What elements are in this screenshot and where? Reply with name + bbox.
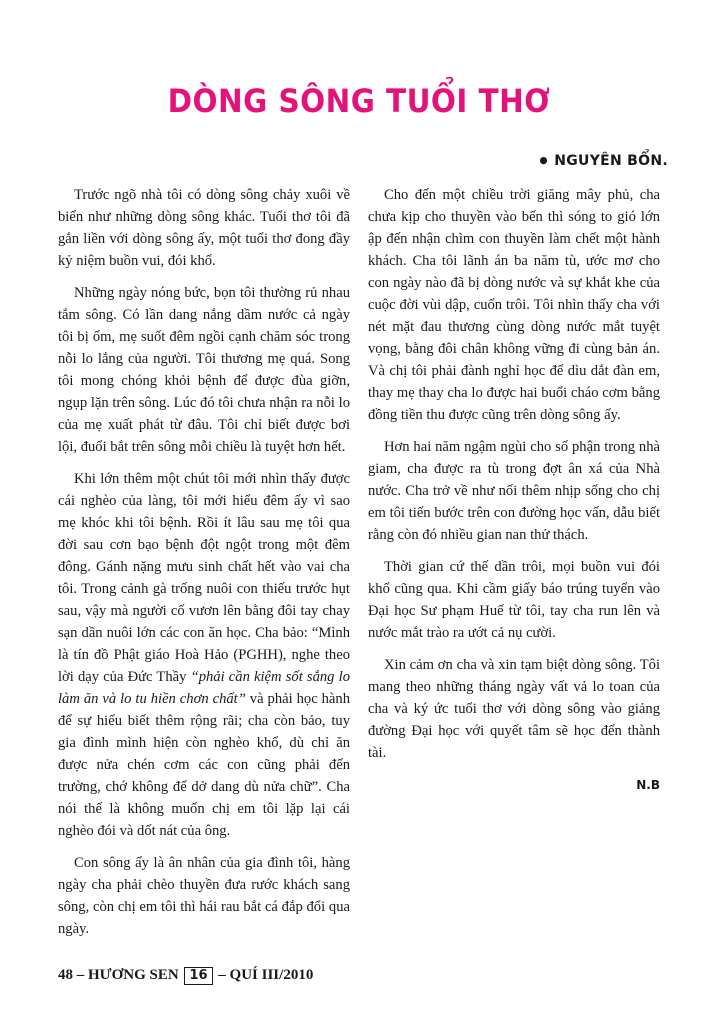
bullet-icon: • [537, 149, 551, 173]
left-column [58, 184, 350, 950]
paragraph: Khi lớn thêm một chút tôi mới nhìn thấy được cái nghèo của làng, tôi mới hiểu đêm ấy vì sao mẹ khóc khi tôi bệnh. Rồi ít lâu sau mẹ tôi qua đời sau cơn bạo bệnh đột ngột trong một đêm đông. Gánh nặng mưu sinh chất hết vào vai cha tôi. Trong cảnh gà trống nuôi con thiếu trước hụt sau, vậy mà người cố vươn lên bằng đôi tay chay sạn dần nuôi lớn các con ăn học. Cha bảo: “Mình là tín đồ Phật giáo Hoà Hảo (PGHH), nghe theo lời dạy của Đức Thầy “phải cần kiệm sốt sắng lo làm ăn và lo tu hiền chơn chất” và phải học hành để sự hiểu biết thêm rộng rãi; cha còn bảo, tuy gia đình mình hiện còn nghèo khổ, dù chỉ ăn được nửa chén cơm các con cũng phải đến trường, chớ không để dở dang dù nửa chữ”. Cha nói thế là không muốn chị em tôi lặp lại cái nghèo đói và dốt nát của ông. [58, 471, 351, 839]
paragraph: Những ngày nóng bức, bọn tôi thường rủ nhau tắm sông. Có lần dang nắng dầm nước cả ngày tôi bị ốm, mẹ suốt đêm ngồi cạnh chăm sóc trong nỗi lo lắng của người. Tôi thương mẹ quá. Song tôi mong chóng khỏi bệnh để được đùa giỡn, ngụp lặn trên sông. Lúc đó tôi chưa nhận ra nỗi lo của mẹ xuất phát từ đâu. Tôi chỉ biết được bơi lội, đuổi bắt trên sông mỗi chiều là tuyệt hơn hết. [58, 285, 350, 455]
paragraph: Trước ngõ nhà tôi có dòng sông chảy xuôi về biển như những dòng sông khác. Tuổi thơ tôi đã gắn liền với dòng sông ấy, một tuổi thơ đong đầy kỷ niệm buồn vui, đói khổ. [58, 187, 350, 269]
author-name: NGUYÊN BỔN. [554, 153, 668, 169]
paragraph: Cho đến một chiều trời giăng mây phủ, cha chưa kịp cho thuyền vào bến thì sóng to gió lớn ập đến nhận chìm con thuyền làm chết một hành khách. Cha tôi lãnh án ba năm tù, ước mơ cho con ngày nào đã bị dòng nước và sự khắt khe của cuộc đời vùi dập, cuốn trôi. Tôi nhìn thấy cha với nét mặt đau thương cùng dòng nước mắt tuyệt vọng, bằng đôi chân không vững đi cùng bản án. Và chị tôi phải đành nghỉ học để dìu dắt đàn em, thay mẹ thay cha lo được hai buổi cháo cơm bằng đồng tiền thu được cũng trên dòng sông ấy. [368, 187, 660, 423]
paragraph: Con sông ấy là ân nhân của gia đình tôi, hàng ngày cha phải chèo thuyền đưa rước khách sang sông, còn chị em tôi thì hái rau bắt cá đắp đổi qua ngày. [58, 855, 350, 937]
right-column [368, 184, 660, 806]
signature: N.B [636, 778, 660, 792]
issue-number-badge: 16 [184, 967, 212, 985]
paragraph: Hơn hai năm ngậm ngùi cho số phận trong nhà giam, cha được ra tù trong đợt ân xá của Nhà nước. Cha trở về như nối thêm nhịp sống cho chị em tôi tiến bước trên con đường học vấn, dẫu biết rằng còn đó nhiều gian nan thử thách. [368, 439, 660, 543]
paragraph: Xin cảm ơn cha và xin tạm biệt dòng sông. Tôi mang theo những tháng ngày vất vả lo toan của cha và ký ức tuổi thơ với dòng sông vào giảng đường Đại học với quyết tâm sẽ học đến thành tài. [368, 657, 660, 761]
paragraph: Thời gian cứ thế dần trôi, mọi buồn vui đói khổ cũng qua. Khi cầm giấy báo trúng tuyển vào Đại học Sư phạm Huế từ tôi, tay cha run lên và nước mắt trào ra ướt cả nụ cười. [368, 559, 660, 641]
page-footer [58, 967, 313, 985]
page-number-publication: 48 – HƯƠNG SEN [58, 967, 179, 983]
author-byline [537, 149, 668, 173]
article-title: DÒNG SÔNG TUỔI THƠ [167, 82, 551, 120]
issue-quarter: – QUÍ III/2010 [218, 967, 314, 983]
